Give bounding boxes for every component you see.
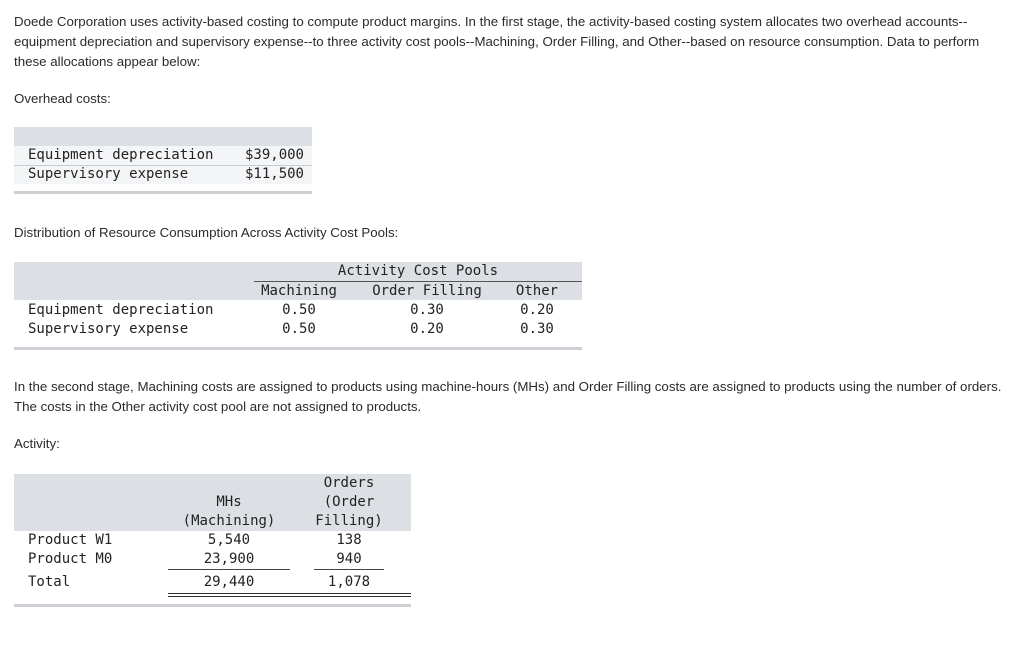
row-label: Equipment depreciation (28, 147, 214, 163)
column-header-other: Other (515, 283, 559, 299)
cell-value: 0.50 (282, 321, 316, 337)
column-header-order: (Order (323, 494, 375, 510)
column-header-order-filling: Order Filling (372, 283, 482, 299)
total-label: Total (28, 574, 71, 590)
row-label: Supervisory expense (28, 166, 189, 182)
overhead-table (14, 127, 312, 197)
table-bottom-rule (14, 604, 411, 607)
subtotal-rule (168, 569, 290, 570)
distribution-label: Distribution of Resource Consumption Across Activity Cost Pools: (14, 225, 399, 240)
activity-table (14, 474, 411, 610)
second-stage-paragraph: In the second stage, Machining costs are assigned to products using machine-hours (MHs) and Order Filling costs are assigned to products using the number of orders. The costs in the Other activity cost pool are not assigned to products. (14, 379, 1002, 414)
cell-value: 0.50 (282, 302, 316, 318)
table-bottom-rule (14, 191, 312, 194)
subtotal-rule (314, 569, 384, 570)
column-header-machining: Machining (261, 283, 337, 299)
row-label: Supervisory expense (28, 321, 189, 337)
cell-value: 23,900 (203, 551, 255, 567)
row-label: Equipment depreciation (28, 302, 214, 318)
overhead-header-bar (14, 127, 312, 146)
row-value: $11,500 (244, 166, 304, 182)
cell-value: 0.20 (520, 302, 554, 318)
table-row (14, 165, 312, 184)
row-value: $39,000 (244, 147, 304, 163)
cell-value: 5,540 (207, 532, 251, 548)
overhead-label: Overhead costs: (14, 91, 111, 106)
total-row (14, 573, 411, 592)
cell-value: 138 (336, 532, 362, 548)
column-headers (14, 282, 582, 301)
table-row (14, 550, 411, 569)
row-label: Product W1 (28, 532, 113, 548)
group-header: Activity Cost Pools (337, 263, 499, 279)
table-row (14, 320, 582, 339)
table-bottom-rule (14, 347, 582, 350)
row-label: Product M0 (28, 551, 113, 567)
table-row (14, 531, 411, 550)
cell-value: 0.30 (410, 302, 444, 318)
column-header-machining: (Machining) (182, 513, 276, 529)
double-rule-top (168, 593, 411, 594)
cell-value: 0.30 (520, 321, 554, 337)
column-header-mhs: MHs (216, 494, 242, 510)
cell-value: 0.20 (410, 321, 444, 337)
intro-paragraph: Doede Corporation uses activity-based costing to compute product margins. In the first stage, the activity-based costing system allocates two overhead accounts--equipment depreciation and supervisory expense--to three activity cost pools--Machining, Order Filling, and Other--based on resource consumption. Data to perform these allocations appear below: (14, 14, 980, 69)
table-row (14, 301, 582, 320)
activity-label: Activity: (14, 436, 60, 451)
column-header-filling: Filling) (315, 513, 383, 529)
column-header-orders: Orders (323, 475, 375, 491)
total-value: 1,078 (327, 574, 371, 590)
distribution-table (14, 262, 582, 352)
table-row (14, 146, 312, 165)
cell-value: 940 (336, 551, 362, 567)
double-rule-bottom (168, 596, 411, 597)
total-value: 29,440 (203, 574, 255, 590)
